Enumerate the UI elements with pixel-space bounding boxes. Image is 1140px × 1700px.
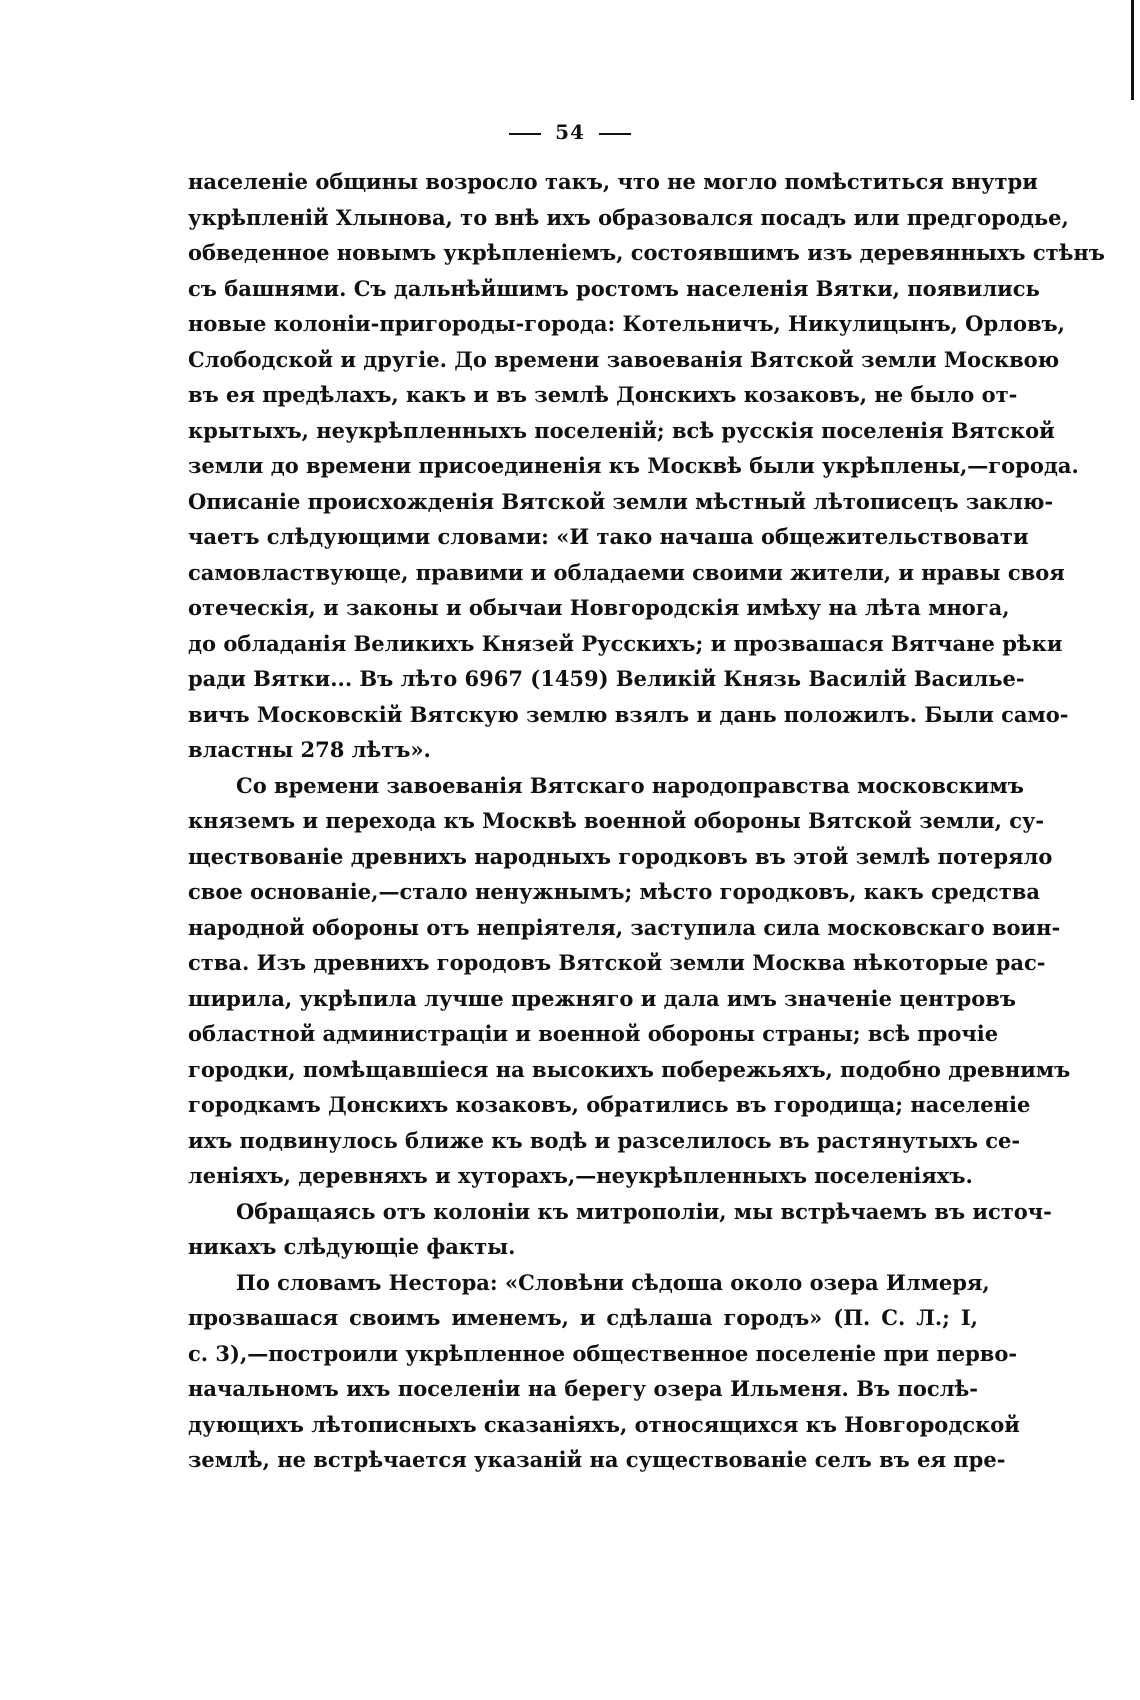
body-text bbox=[188, 164, 1105, 1478]
text-line: начальномъ ихъ поселеніи на берегу озера Ильменя. Въ послѣ- bbox=[188, 1376, 978, 1401]
paragraph bbox=[188, 164, 1105, 768]
text-line: обведенное новымъ укрѣпленіемъ, состоявшимъ изъ деревянныхъ стѣнъ bbox=[188, 240, 1105, 265]
right-dash bbox=[599, 133, 631, 135]
text-line: городки, помѣщавшіеся на высокихъ побережьяхъ, подобно древнимъ bbox=[188, 1056, 1071, 1082]
text-line: крытыхъ, неукрѣпленныхъ поселеній; всѣ русскія поселенія Вятской bbox=[188, 417, 1055, 443]
text-line: землѣ, не встрѣчается указаній на существованіе селъ въ ея пре- bbox=[188, 1447, 1006, 1472]
text-line: ства. Изъ древнихъ городовъ Вятской земли Москва нѣкоторые рас- bbox=[188, 950, 1046, 975]
text-line: свое основаніе,—стало ненужнымъ; мѣсто городковъ, какъ средства bbox=[188, 879, 1040, 904]
text-line: властны 278 лѣтъ». bbox=[188, 737, 431, 762]
text-line: дующихъ лѣтописныхъ сказаніяхъ, относящихся къ Новгородской bbox=[188, 1411, 1020, 1437]
page-number bbox=[0, 120, 1140, 144]
page-number-text: 54 bbox=[555, 120, 585, 144]
text-line: до обладанія Великихъ Князей Русскихъ; и прозвашася Вятчане рѣки bbox=[188, 630, 1063, 656]
text-line: Обращаясь отъ колоніи къ митрополіи, мы встрѣчаемъ въ источ- bbox=[236, 1198, 1052, 1224]
page-edge-line bbox=[1131, 0, 1134, 100]
text-line: населеніе общины возросло такъ, что не могло помѣститься внутри bbox=[188, 169, 1038, 194]
text-line: ществованіе древнихъ народныхъ городковъ въ этой землѣ потеряло bbox=[188, 843, 1053, 869]
text-line: отеческія, и законы и обычаи Новгородскія имѣху на лѣта многа, bbox=[188, 595, 1010, 620]
text-line: с. 3),—построили укрѣпленное общественное поселеніе при перво- bbox=[188, 1340, 1018, 1366]
paragraph bbox=[188, 768, 1071, 1194]
text-line: городкамъ Донскихъ козаковъ, обратились въ городища; населеніе bbox=[188, 1092, 1031, 1117]
text-line: княземъ и перехода къ Москвѣ военной обороны Вятской земли, су- bbox=[188, 808, 1045, 833]
text-line: ради Вятки... Въ лѣто 6967 (1459) Великій Князь Василій Василье- bbox=[188, 666, 1025, 691]
text-line: укрѣпленій Хлынова, то внѣ ихъ образовался посадъ или предгородье, bbox=[188, 204, 1069, 230]
text-line: вичъ Московскій Вятскую землю взялъ и дань положилъ. Были само- bbox=[188, 701, 1069, 727]
text-line: По словамъ Нестора: «Словѣни сѣдоша около озера Илмеря, bbox=[236, 1269, 990, 1295]
text-line: Слободской и другіе. До времени завоеванія Вятской земли Москвою bbox=[188, 346, 1060, 372]
text-line: Описаніе происхожденія Вятской земли мѣстный лѣтописецъ заклю- bbox=[188, 488, 1054, 514]
text-line: ихъ подвинулось ближе къ водѣ и разселилось въ растянутыхъ се- bbox=[188, 1127, 1021, 1153]
text-line: новые колоніи-пригороды-города: Котельничъ, Никулицынъ, Орловъ, bbox=[188, 311, 1065, 336]
text-line: леніяхъ, деревняхъ и хуторахъ,—неукрѣпленныхъ поселеніяхъ. bbox=[188, 1163, 973, 1188]
text-line: съ башнями. Съ дальнѣйшимъ ростомъ населенія Вятки, появились bbox=[188, 275, 1040, 301]
text-line: Со времени завоеванія Вятскаго народоправства московскимъ bbox=[236, 772, 1024, 798]
text-line: самовластвующе, правими и обладаеми своими жители, и нравы своя bbox=[188, 559, 1065, 585]
text-line: земли до времени присоединенія къ Москвѣ были укрѣплены,—города. bbox=[188, 453, 1079, 478]
text-line: въ ея предѣлахъ, какъ и въ землѣ Донскихъ козаковъ, не было от- bbox=[188, 382, 1018, 407]
left-dash bbox=[509, 133, 541, 135]
paragraph bbox=[188, 1194, 1052, 1265]
text-line: чаетъ слѣдующими словами: «И тако начаша общежительствовати bbox=[188, 524, 1029, 549]
text-line: никахъ слѣдующіе факты. bbox=[188, 1234, 516, 1259]
text-line: ширила, укрѣпила лучше прежняго и дала имъ значеніе центровъ bbox=[188, 985, 1016, 1011]
text-line: прозвашася своимъ именемъ, и сдѣлаша городъ» (П. С. Л.; I, bbox=[188, 1305, 978, 1330]
paragraph bbox=[188, 1265, 1020, 1478]
text-line: областной администраціи и военной обороны страны; всѣ прочіе bbox=[188, 1021, 999, 1046]
text-line: народной обороны отъ непріятеля, заступила сила московскаго воин- bbox=[188, 914, 1061, 940]
